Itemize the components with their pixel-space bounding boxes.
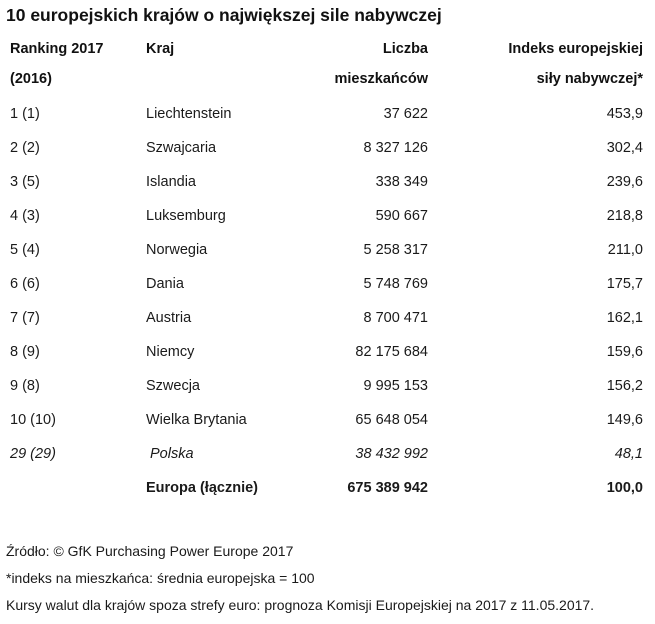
table-row-index: 218,8 <box>606 208 643 224</box>
table-row-rank: 8 (9) <box>10 344 40 360</box>
table-row-index: 175,7 <box>606 276 643 292</box>
header-rank-line2: (2016) <box>10 71 52 87</box>
table-row-population: 65 648 054 <box>355 412 428 428</box>
table-row-country: Islandia <box>146 174 196 190</box>
footnote-source: Źródło: © GfK Purchasing Power Europe 2017 <box>6 543 294 559</box>
table-row-country: Dania <box>146 276 184 292</box>
header-population-line1: Liczba <box>382 41 428 57</box>
total-row-population: 675 389 942 <box>347 480 428 496</box>
table-row-rank: 1 (1) <box>10 106 40 122</box>
header-index-line2: siły nabywczej* <box>536 71 643 87</box>
header-country: Kraj <box>146 41 175 57</box>
footnote-currency: Kursy walut dla krajów spoza strefy euro: prognoza Komisji Europejskiej na 2017 z 11.05.2017. <box>6 597 595 613</box>
table-row-index: 239,6 <box>606 174 643 190</box>
table-row-index: 302,4 <box>606 140 643 156</box>
table-row-population: 5 258 317 <box>363 242 428 258</box>
table-row-population: 8 700 471 <box>363 310 428 326</box>
table-row-rank: 7 (7) <box>10 310 40 326</box>
table-row-rank: 10 (10) <box>10 412 56 428</box>
table-row-population: 5 748 769 <box>363 276 428 292</box>
table-row-population: 37 622 <box>383 106 428 122</box>
table-row-population: 338 349 <box>375 174 428 190</box>
table-row-rank: 3 (5) <box>10 174 40 190</box>
table-row-country: Szwecja <box>146 378 200 394</box>
table-row-country: Wielka Brytania <box>146 412 247 428</box>
total-row-index: 100,0 <box>606 480 643 496</box>
table-row-country: Szwajcaria <box>146 140 217 156</box>
header-index-line1: Indeks europejskiej <box>508 41 643 57</box>
header-rank-line1: Ranking 2017 <box>10 41 104 57</box>
table-row-index: 162,1 <box>606 310 643 326</box>
table-row-population: 38 432 992 <box>355 446 428 462</box>
table-row-index: 156,2 <box>606 378 643 394</box>
table-row-rank: 4 (3) <box>10 208 40 224</box>
table-row-population: 9 995 153 <box>363 378 428 394</box>
table-row-country: Liechtenstein <box>146 106 232 122</box>
table-row-index: 159,6 <box>606 344 643 360</box>
table-row-country: Austria <box>146 310 192 326</box>
table-row-rank: 9 (8) <box>10 378 40 394</box>
total-row-country: Europa (łącznie) <box>146 480 258 496</box>
table-row-country: Niemcy <box>146 344 195 360</box>
table-row-population: 590 667 <box>375 208 428 224</box>
table-row-population: 82 175 684 <box>355 344 428 360</box>
header-population-line2: mieszkańców <box>334 71 428 87</box>
table-row-country: Norwegia <box>146 242 208 258</box>
footnote-index-note: *indeks na mieszkańca: średnia europejska = 100 <box>6 570 315 586</box>
table-row-country: Polska <box>150 446 194 462</box>
table-row-rank: 29 (29) <box>10 446 56 462</box>
table-row-rank: 6 (6) <box>10 276 40 292</box>
table-row-rank: 5 (4) <box>10 242 40 258</box>
table-row-rank: 2 (2) <box>10 140 40 156</box>
table-row-index: 48,1 <box>614 446 643 462</box>
table-row-country: Luksemburg <box>146 208 226 224</box>
page-title: 10 europejskich krajów o największej sile nabywczej <box>6 5 442 25</box>
table-row-index: 149,6 <box>606 412 643 428</box>
table-row-population: 8 327 126 <box>363 140 428 156</box>
table-row-index: 211,0 <box>607 242 643 258</box>
table-row-index: 453,9 <box>606 106 643 122</box>
